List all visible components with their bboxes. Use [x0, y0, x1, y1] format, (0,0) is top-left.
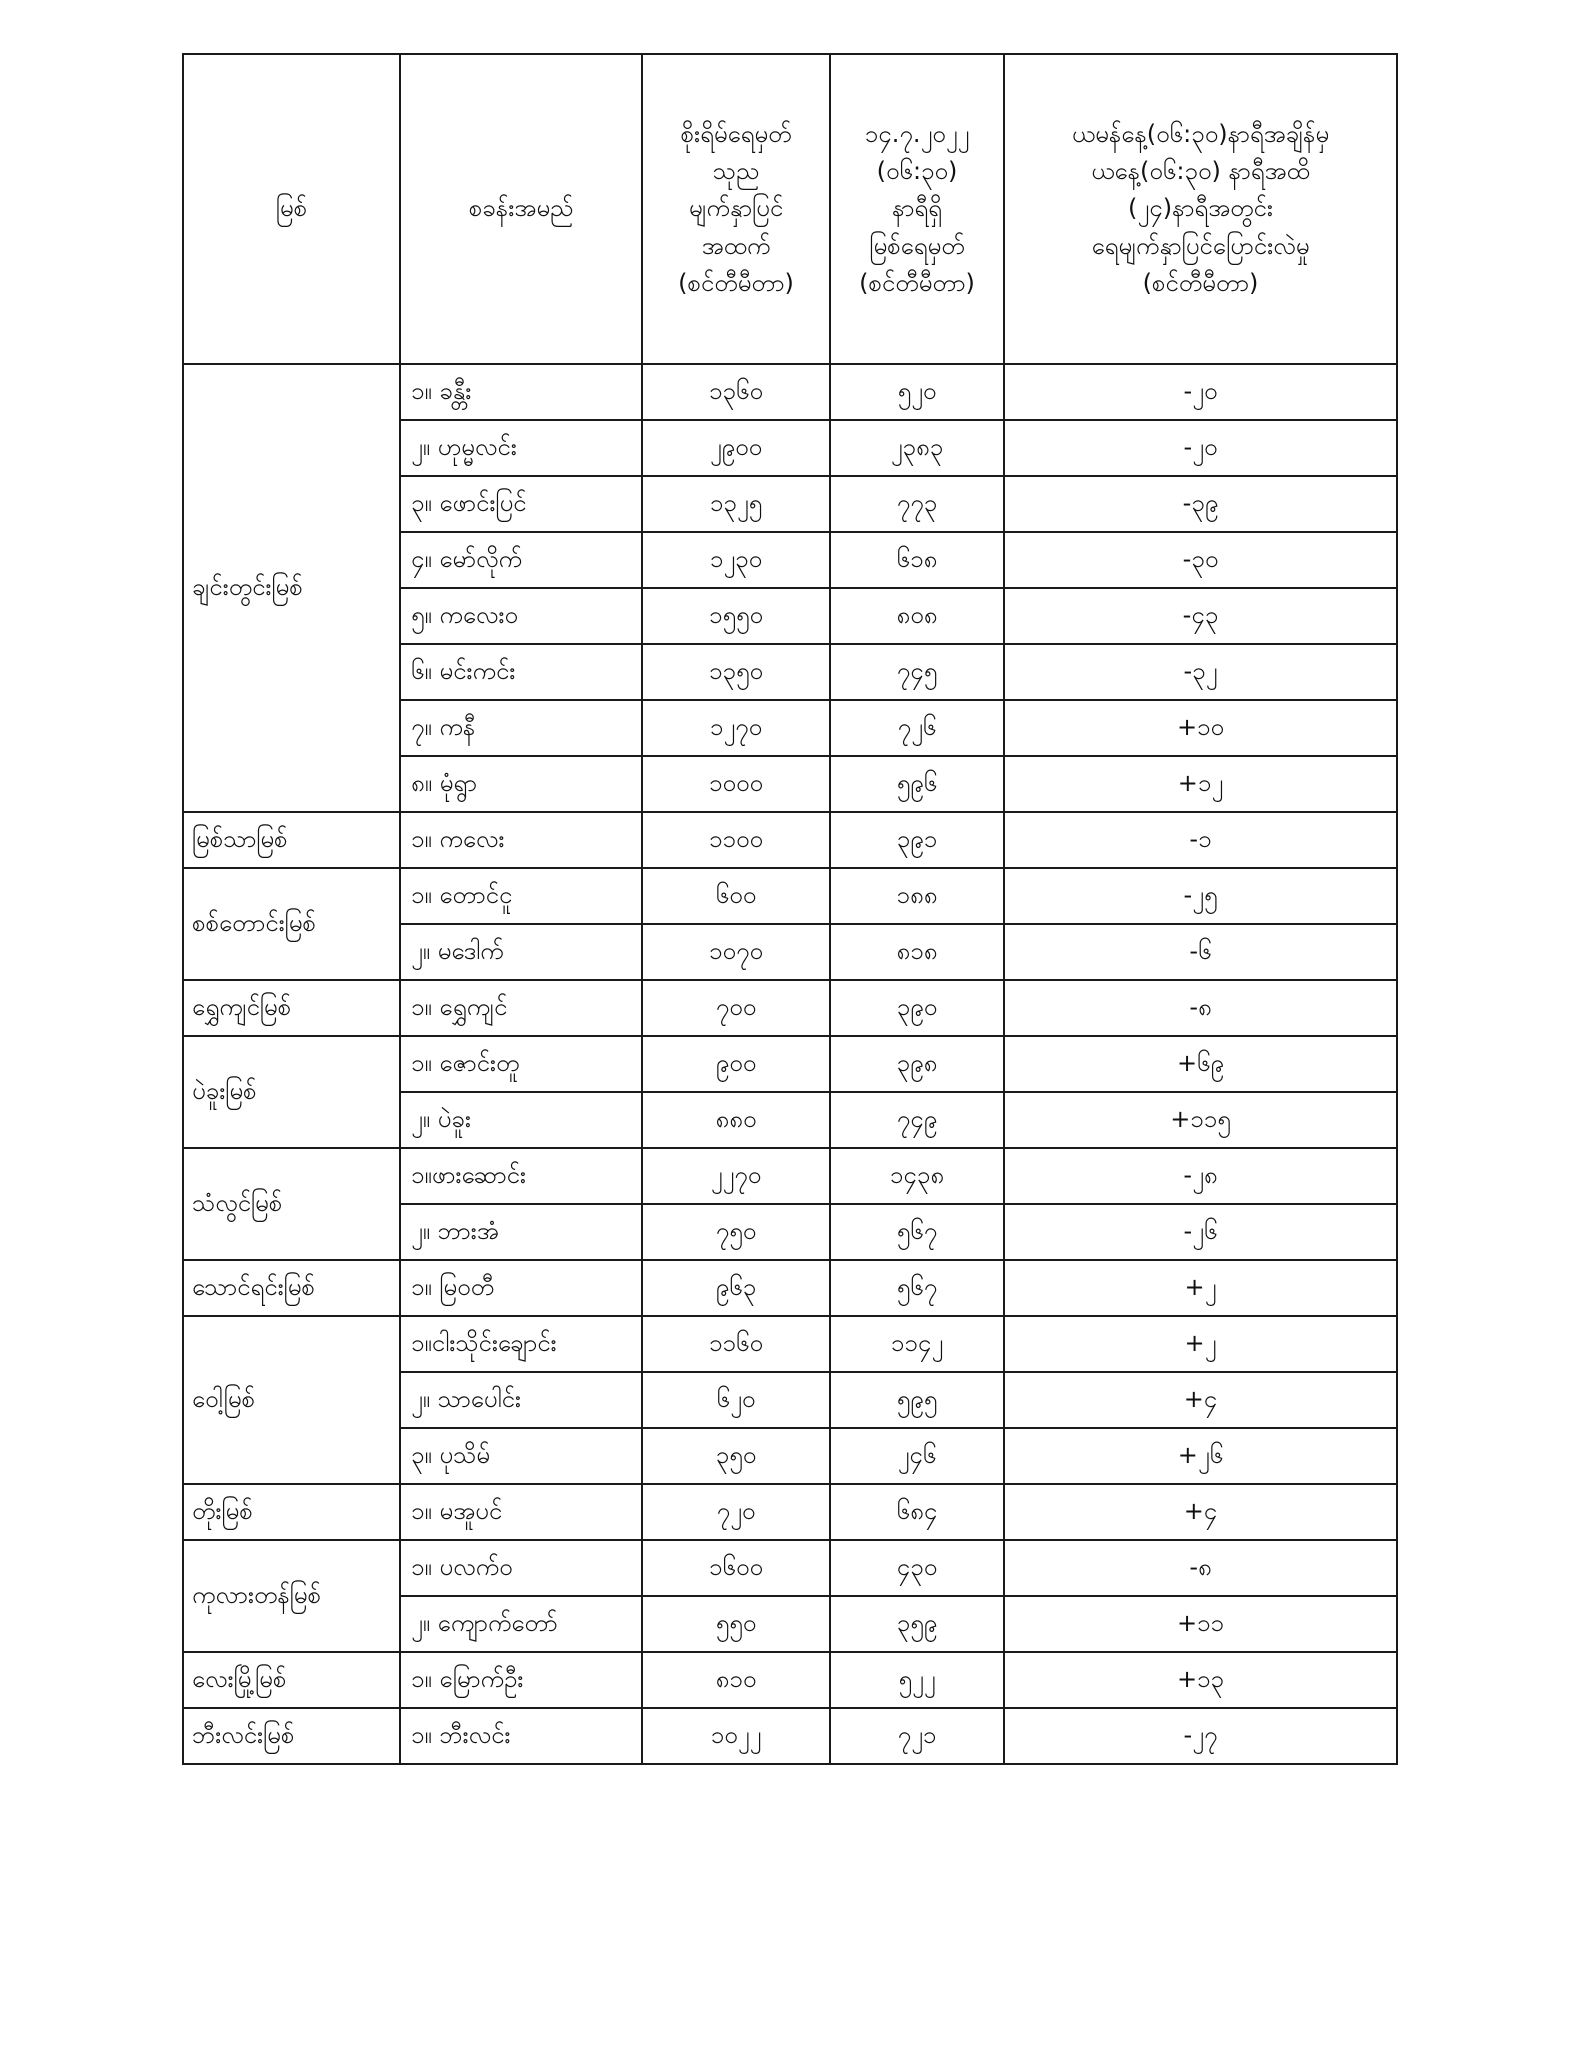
table-row: [183, 364, 1397, 420]
river-name-cell: စစ်တောင်းမြစ်: [183, 868, 400, 980]
level-change-cell: -၃၂: [1004, 644, 1397, 700]
table-row: [183, 1036, 1397, 1092]
danger-level-cell: ၆၀၀: [642, 868, 830, 924]
danger-level-cell: ၁၂၃၀: [642, 532, 830, 588]
station-name-cell: ၂။ ပဲခူး: [400, 1092, 642, 1148]
water-level-cell: ၁၄၃၈: [830, 1148, 1004, 1204]
water-level-cell: ၆၁၈: [830, 532, 1004, 588]
danger-level-cell: ၁၂၇၀: [642, 700, 830, 756]
level-change-cell: -၃၀: [1004, 532, 1397, 588]
water-level-cell: ၇၂၁: [830, 1708, 1004, 1764]
station-name-cell: ၁။ မြဝတီ: [400, 1260, 642, 1316]
table-row: [183, 1652, 1397, 1708]
table-row: [183, 1316, 1397, 1372]
table-row: [183, 1540, 1397, 1596]
danger-level-cell: ၁၅၅၀: [642, 588, 830, 644]
water-level-cell: ၃၅၉: [830, 1596, 1004, 1652]
danger-level-cell: ၁၀၇၀: [642, 924, 830, 980]
level-change-cell: -၃၉: [1004, 476, 1397, 532]
danger-level-cell: ၁၁၀၀: [642, 812, 830, 868]
level-change-cell: +၆၉: [1004, 1036, 1397, 1092]
station-name-cell: ၃။ ဖောင်းပြင်: [400, 476, 642, 532]
level-change-cell: -၂၅: [1004, 868, 1397, 924]
danger-level-cell: ၅၅၀: [642, 1596, 830, 1652]
level-change-cell: +၁၁၅: [1004, 1092, 1397, 1148]
river-level-report: [182, 53, 1396, 1765]
danger-level-cell: ၁၃၅၀: [642, 644, 830, 700]
river-name-cell: ကုလားတန်မြစ်: [183, 1540, 400, 1652]
water-level-cell: ၅၆၇: [830, 1204, 1004, 1260]
station-name-cell: ၂။ သာပေါင်း: [400, 1372, 642, 1428]
water-level-cell: ၇၄၅: [830, 644, 1004, 700]
water-level-cell: ၇၂၆: [830, 700, 1004, 756]
station-name-cell: ၁။ မအူပင်: [400, 1484, 642, 1540]
station-name-cell: ၁။ ပလက်ဝ: [400, 1540, 642, 1596]
river-name-cell: ဘီးလင်းမြစ်: [183, 1708, 400, 1764]
station-name-cell: ၁။ ခန္တီး: [400, 364, 642, 420]
station-name-cell: ၂။ ဟုမ္မလင်း: [400, 420, 642, 476]
river-name-cell: သံလွင်မြစ်: [183, 1148, 400, 1260]
water-level-cell: ၇၇၃: [830, 476, 1004, 532]
table-row: [183, 812, 1397, 868]
water-level-cell: ၁၈၈: [830, 868, 1004, 924]
water-level-cell: ၅၂၀: [830, 364, 1004, 420]
danger-level-cell: ၁၃၆၀: [642, 364, 830, 420]
river-name-cell: တိုးမြစ်: [183, 1484, 400, 1540]
river-name-cell: ရွှေကျင်မြစ်: [183, 980, 400, 1036]
table-row: [183, 980, 1397, 1036]
river-name-cell: မြစ်သာမြစ်: [183, 812, 400, 868]
danger-level-cell: ၇၅၀: [642, 1204, 830, 1260]
water-level-cell: ၁၁၄၂: [830, 1316, 1004, 1372]
water-level-cell: ၅၉၆: [830, 756, 1004, 812]
water-level-cell: ၈၁၈: [830, 924, 1004, 980]
station-name-cell: ၄။ မော်လိုက်: [400, 532, 642, 588]
header-station: စခန်းအမည်: [400, 54, 642, 364]
level-change-cell: -၂၈: [1004, 1148, 1397, 1204]
water-level-cell: ၅၉၅: [830, 1372, 1004, 1428]
station-name-cell: ၅။ ကလေးဝ: [400, 588, 642, 644]
level-change-cell: +၁၀: [1004, 700, 1397, 756]
level-change-cell: +၂: [1004, 1260, 1397, 1316]
table-row: [183, 1708, 1397, 1764]
river-name-cell: သောင်ရင်းမြစ်: [183, 1260, 400, 1316]
danger-level-cell: ၃၅၀: [642, 1428, 830, 1484]
danger-level-cell: ၂၂၇၀: [642, 1148, 830, 1204]
station-name-cell: ၁။ဖားဆောင်း: [400, 1148, 642, 1204]
station-name-cell: ၇။ ကနီ: [400, 700, 642, 756]
water-level-cell: ၇၄၉: [830, 1092, 1004, 1148]
station-name-cell: ၁။ တောင်ငူ: [400, 868, 642, 924]
level-change-cell: -၄၃: [1004, 588, 1397, 644]
river-name-cell: ဝေါ့မြစ်: [183, 1316, 400, 1484]
station-name-cell: ၂။ ဘားအံ: [400, 1204, 642, 1260]
table-row: [183, 1148, 1397, 1204]
water-level-cell: ၃၉၀: [830, 980, 1004, 1036]
station-name-cell: ၁။ ရွှေကျင်: [400, 980, 642, 1036]
station-name-cell: ၆။ မင်းကင်း: [400, 644, 642, 700]
level-change-cell: -၂၆: [1004, 1204, 1397, 1260]
table-row: [183, 868, 1397, 924]
water-level-cell: ၃၉၁: [830, 812, 1004, 868]
level-change-cell: -၆: [1004, 924, 1397, 980]
station-name-cell: ၂။ မဒေါက်: [400, 924, 642, 980]
table-row: [183, 1260, 1397, 1316]
station-name-cell: ၃။ ပုသိမ်: [400, 1428, 642, 1484]
level-change-cell: +၁၃: [1004, 1652, 1397, 1708]
water-level-cell: ၅၆၇: [830, 1260, 1004, 1316]
header-24h-change: ယမန်နေ့(၀၆:၃၀)နာရီအချိန်မှ ယနေ့(၀၆:၃၀) နာရီအထိ (၂၄)နာရီအတွင်း ရေမျက်နှာပြင်ပြောင်းလဲမှု (စင်တီမီတာ): [1004, 54, 1397, 364]
river-level-table: [182, 53, 1398, 1765]
station-name-cell: ၁။ မြောက်ဦး: [400, 1652, 642, 1708]
water-level-cell: ၅၂၂: [830, 1652, 1004, 1708]
danger-level-cell: ၂၉၀၀: [642, 420, 830, 476]
level-change-cell: +၁၁: [1004, 1596, 1397, 1652]
water-level-cell: ၃၉၈: [830, 1036, 1004, 1092]
danger-level-cell: ၁၃၂၅: [642, 476, 830, 532]
level-change-cell: +၁၂: [1004, 756, 1397, 812]
header-water-level: ၁၄.၇.၂၀၂၂ (၀၆:၃၀) နာရီရှိ မြစ်ရေမှတ် (စင်တီမီတာ): [830, 54, 1004, 364]
station-name-cell: ၈။ မုံရွာ: [400, 756, 642, 812]
danger-level-cell: ၈၈၀: [642, 1092, 830, 1148]
danger-level-cell: ၁၁၆၀: [642, 1316, 830, 1372]
level-change-cell: -၁: [1004, 812, 1397, 868]
level-change-cell: +၂: [1004, 1316, 1397, 1372]
water-level-cell: ၂၄၆: [830, 1428, 1004, 1484]
danger-level-cell: ၈၁၀: [642, 1652, 830, 1708]
level-change-cell: -၈: [1004, 980, 1397, 1036]
danger-level-cell: ၁၆၀၀: [642, 1540, 830, 1596]
danger-level-cell: ၆၂၀: [642, 1372, 830, 1428]
danger-level-cell: ၇၂၀: [642, 1484, 830, 1540]
level-change-cell: +၂၆: [1004, 1428, 1397, 1484]
level-change-cell: -၂၇: [1004, 1708, 1397, 1764]
danger-level-cell: ၇၀၀: [642, 980, 830, 1036]
station-name-cell: ၂။ ကျောက်တော်: [400, 1596, 642, 1652]
station-name-cell: ၁။ငါးသိုင်းချောင်း: [400, 1316, 642, 1372]
level-change-cell: +၄: [1004, 1372, 1397, 1428]
level-change-cell: -၈: [1004, 1540, 1397, 1596]
level-change-cell: +၄: [1004, 1484, 1397, 1540]
danger-level-cell: ၁၀၂၂: [642, 1708, 830, 1764]
water-level-cell: ၆၈၄: [830, 1484, 1004, 1540]
river-name-cell: ချင်းတွင်းမြစ်: [183, 364, 400, 812]
station-name-cell: ၁။ ကလေး: [400, 812, 642, 868]
danger-level-cell: ၉၀၀: [642, 1036, 830, 1092]
danger-level-cell: ၉၆၃: [642, 1260, 830, 1316]
station-name-cell: ၁။ ဇောင်းတူ: [400, 1036, 642, 1092]
table-row: [183, 1484, 1397, 1540]
water-level-cell: ၄၃၀: [830, 1540, 1004, 1596]
water-level-cell: ၂၃၈၃: [830, 420, 1004, 476]
table-header-row: [183, 54, 1397, 364]
level-change-cell: -၂၀: [1004, 420, 1397, 476]
danger-level-cell: ၁၀၀၀: [642, 756, 830, 812]
header-river: မြစ်: [183, 54, 400, 364]
table-body: [183, 364, 1397, 1764]
river-name-cell: ပဲခူးမြစ်: [183, 1036, 400, 1148]
river-name-cell: လေးမြို့မြစ်: [183, 1652, 400, 1708]
header-danger-level: စိုးရိမ်ရေမှတ် သုည မျက်နှာပြင် အထက် (စင်တီမီတာ): [642, 54, 830, 364]
level-change-cell: -၂၀: [1004, 364, 1397, 420]
water-level-cell: ၈၀၈: [830, 588, 1004, 644]
station-name-cell: ၁။ ဘီးလင်း: [400, 1708, 642, 1764]
